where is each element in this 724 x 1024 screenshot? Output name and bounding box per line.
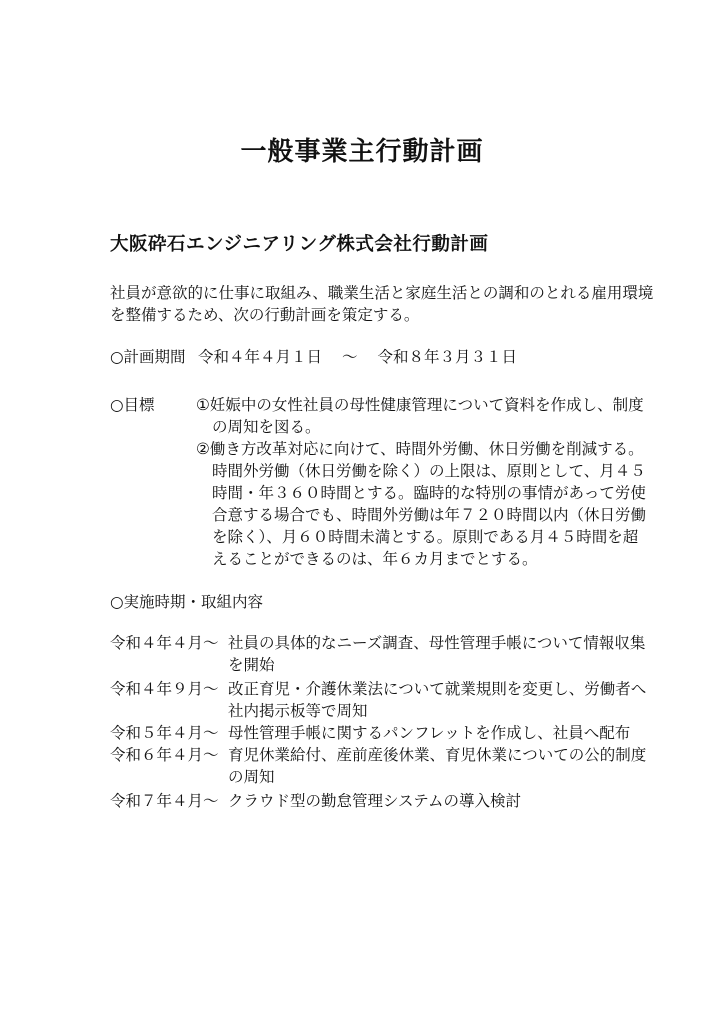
implementation-line: 母性管理手帳に関するパンフレットを作成し、社員へ配布 <box>228 724 631 742</box>
implementation-content <box>228 722 630 744</box>
plan-period-label: ○計画期間 <box>110 348 186 366</box>
goal-line: 時間外労働（休日労働を除く）の上限は、原則として、月４５ <box>212 462 646 480</box>
implementation-content <box>228 790 521 812</box>
implementation-line: 改正育児・介護休業法について就業規則を変更し、労働者へ <box>228 680 647 698</box>
implementation-line: クラウド型の勤怠管理システムの導入検討 <box>228 792 521 810</box>
implementation-heading: ○実施時期・取組内容 <box>110 593 264 611</box>
implementation-date: 令和５年４月～ <box>110 724 219 742</box>
goals-label: ○目標 <box>110 396 155 414</box>
plan-period-end: 令和８年３月３１日 <box>377 348 518 366</box>
company-heading: 大阪砕石エンジニアリング株式会社行動計画 <box>110 234 489 255</box>
goal-line: えることができるのは、年６カ月までとする。 <box>212 550 538 568</box>
plan-period-separator: ～ <box>342 348 358 366</box>
goal-line: 時間・年３６０時間とする。臨時的な特別の事情があって労使 <box>212 484 646 502</box>
page-title: 一般事業主行動計画 <box>240 137 484 167</box>
implementation-line: 社員の具体的なニーズ調査、母性管理手帳について情報収集 <box>228 634 646 652</box>
implementation-line: の周知 <box>228 768 275 786</box>
implementation-date: 令和４年９月～ <box>110 680 219 698</box>
goal-line: を除く）、月６０時間未満とする。原則である月４５時間を超 <box>212 528 639 546</box>
implementation-content <box>228 632 645 676</box>
implementation-line: 社内掲示板等で周知 <box>228 702 368 720</box>
implementation-date: 令和４年４月～ <box>110 634 219 652</box>
goal-item <box>196 394 644 438</box>
goal-item <box>196 438 646 570</box>
goal-line: ①妊娠中の女性社員の母性健康管理について資料を作成し、制度 <box>196 396 644 414</box>
goal-line: の周知を図る。 <box>212 418 321 436</box>
plan-period <box>110 346 517 368</box>
implementation-date: 令和６年４月～ <box>110 746 219 764</box>
goal-line: 合意する場合でも、時間外労働は年７２０時間以内（休日労働 <box>212 506 647 524</box>
plan-period-start: 令和４年４月１日 <box>198 348 323 366</box>
intro-line: を整備するため、次の行動計画を策定する。 <box>110 306 420 324</box>
goal-line: ②働き方改革対応に向けて、時間外労働、休日労働を削減する。 <box>196 440 644 458</box>
implementation-content <box>228 744 646 788</box>
implementation-line: を開始 <box>228 656 275 674</box>
implementation-line: 育児休業給付、産前産後休業、育児休業についての公的制度 <box>228 746 647 764</box>
intro-paragraph <box>110 282 653 326</box>
intro-line: 社員が意欲的に仕事に取組み、職業生活と家庭生活との調和のとれる雇用環境 <box>110 284 654 302</box>
implementation-content <box>228 678 646 722</box>
implementation-date: 令和７年４月～ <box>110 792 219 810</box>
